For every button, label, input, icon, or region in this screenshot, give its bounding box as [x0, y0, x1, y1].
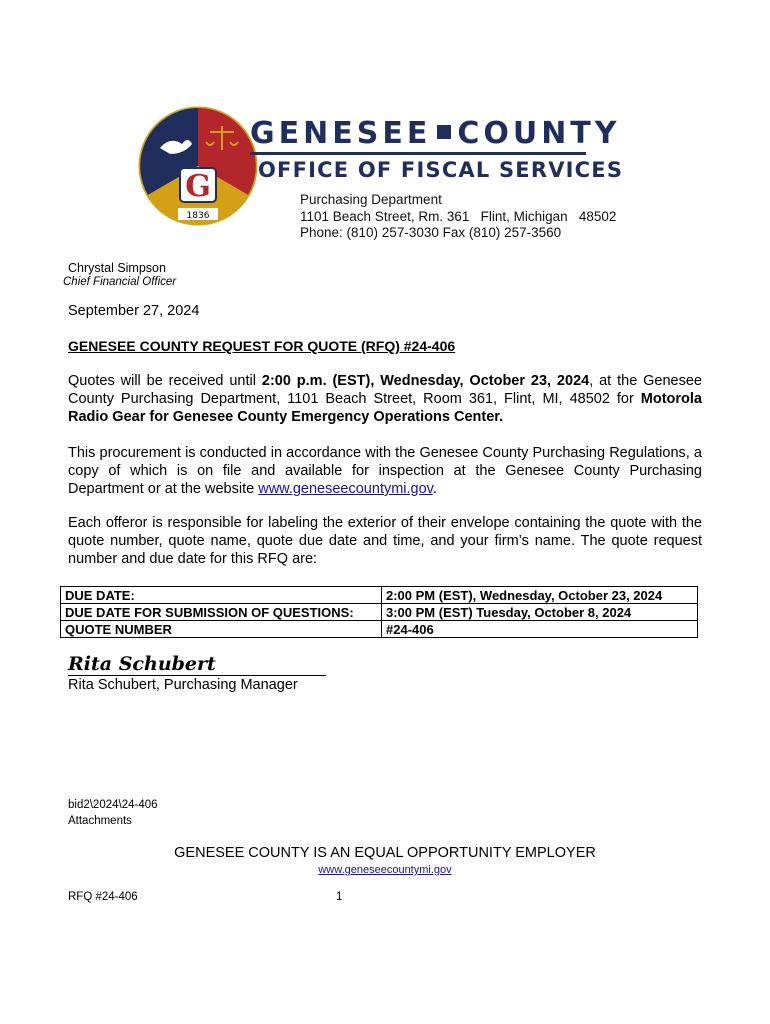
attachments-label: Attachments	[68, 815, 132, 827]
brand-word-genesee: GENESEE	[250, 116, 432, 151]
paragraph-quote-deadline	[68, 372, 702, 426]
signature-script: Rita Schubert	[68, 653, 216, 675]
address-department: Purchasing Department	[300, 192, 442, 207]
letter-date: September 27, 2024	[68, 303, 200, 319]
cfo-name: Chrystal Simpson	[68, 261, 166, 275]
table-cell-value: 3:00 PM (EST) Tuesday, October 8, 2024	[382, 604, 698, 621]
file-reference	[68, 797, 158, 829]
table-row	[61, 604, 698, 621]
due-date-table	[60, 586, 698, 638]
table-cell-label: DUE DATE:	[61, 587, 382, 604]
address-block	[300, 192, 616, 242]
signature-line	[68, 675, 326, 676]
letterhead-office-name: OFFICE OF FISCAL SERVICES	[258, 158, 624, 182]
address-phone: Phone: (810) 257-3030 Fax (810) 257-3560	[300, 225, 562, 240]
letterhead-county-name	[250, 116, 621, 151]
para2-text-a: This procurement is conducted in accordance with the Genesee County Purchasing Regulations, a copy of which is on file and available for inspection at the Genesee County Purchasing Department or at the website	[68, 445, 702, 497]
cfo-title: Chief Financial Officer	[63, 276, 177, 288]
brand-square-icon	[437, 125, 451, 139]
signature-caption: Rita Schubert, Purchasing Manager	[68, 677, 298, 693]
page-number: 1	[336, 891, 343, 903]
table-cell-value: 2:00 PM (EST), Wednesday, October 23, 2024	[382, 587, 698, 604]
brand-word-county: COUNTY	[457, 116, 621, 151]
paragraph-procurement	[68, 444, 702, 498]
county-seal-logo	[138, 100, 258, 230]
website-link[interactable]: www.geneseecountymi.gov	[258, 481, 433, 497]
para1-deadline: 2:00 p.m. (EST), Wednesday, October 23, 2024	[261, 373, 590, 389]
letterhead-rule	[250, 152, 586, 155]
svg-text:1836: 1836	[186, 211, 210, 221]
table-cell-label: DUE DATE FOR SUBMISSION OF QUESTIONS:	[61, 604, 382, 621]
table-cell-label: QUOTE NUMBER	[61, 621, 382, 638]
footer-rfq-number: RFQ #24-406	[68, 891, 138, 903]
rfq-title: GENESEE COUNTY REQUEST FOR QUOTE (RFQ) #24-406	[68, 338, 456, 354]
address-street: 1101 Beach Street, Rm. 361 Flint, Michigan 48502	[300, 208, 617, 224]
para1-text-a: Quotes will be received until	[68, 373, 262, 389]
para2-text-b: .	[432, 481, 437, 497]
paragraph-labeling: Each offeror is responsible for labeling the exterior of their envelope containing the quote with the quote number, quote name, quote due date and time, and your firm’s name. The quote request number and due date for this RFQ are:	[68, 515, 702, 567]
para1-subject: Motorola Radio Gear for Genesee County Emergency Operations Center.	[68, 391, 702, 425]
para1-text-c: , at the Genesee County Purchasing Department, 1101 Beach Street, Room 361, Flint, MI, 48502 for	[68, 373, 702, 407]
file-path: bid2\2024\24-406	[68, 799, 158, 811]
table-row	[61, 621, 698, 638]
footer-website-link[interactable]: www.geneseecountymi.gov	[318, 864, 452, 876]
svg-text:G: G	[185, 169, 211, 204]
table-cell-value: #24-406	[382, 621, 698, 638]
table-row	[61, 587, 698, 604]
equal-opportunity-statement: GENESEE COUNTY IS AN EQUAL OPPORTUNITY EMPLOYER	[174, 845, 596, 861]
